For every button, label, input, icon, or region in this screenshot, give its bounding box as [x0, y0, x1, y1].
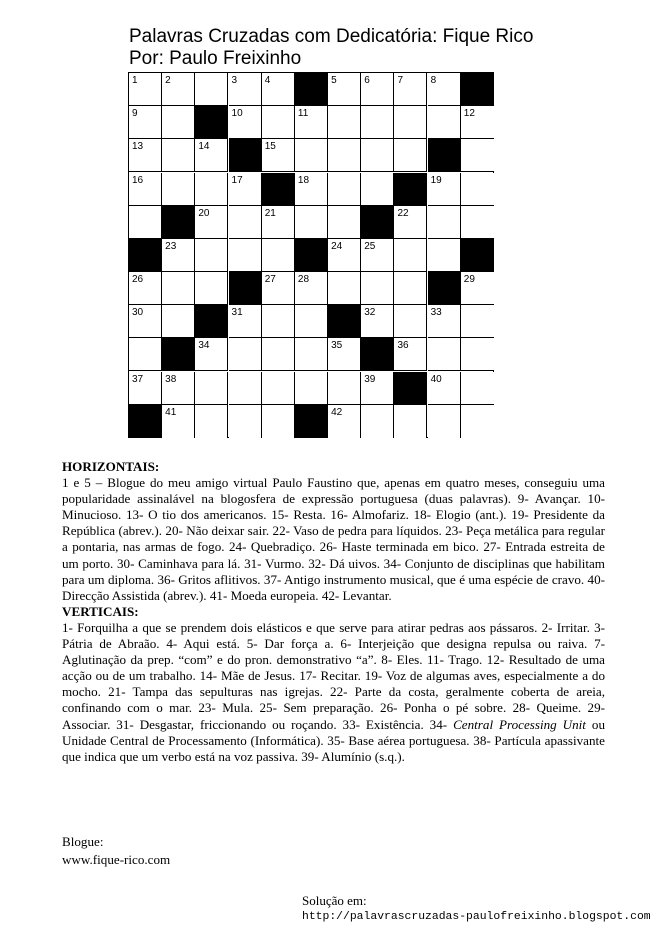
white-cell[interactable] — [428, 206, 461, 239]
solution-label: Solução em: — [302, 893, 367, 908]
clue-number: 9 — [132, 108, 138, 120]
clue-number: 38 — [165, 373, 177, 385]
white-cell[interactable] — [328, 372, 361, 405]
white-cell[interactable] — [394, 239, 427, 272]
white-cell[interactable] — [461, 106, 494, 139]
white-cell[interactable] — [229, 73, 262, 106]
black-cell — [328, 305, 361, 338]
white-cell[interactable] — [361, 139, 394, 172]
white-cell[interactable] — [428, 173, 461, 206]
white-cell[interactable] — [162, 372, 195, 405]
white-cell[interactable] — [262, 73, 295, 106]
clue-number: 42 — [331, 406, 343, 418]
white-cell[interactable] — [394, 305, 427, 338]
white-cell[interactable] — [295, 305, 328, 338]
clue-number: 41 — [165, 406, 177, 418]
clue-number: 5 — [331, 75, 337, 86]
clue-number: 25 — [364, 240, 376, 252]
white-cell[interactable] — [328, 272, 361, 305]
white-cell[interactable] — [461, 139, 494, 172]
clue-number: 28 — [297, 274, 310, 286]
white-cell[interactable] — [295, 372, 328, 405]
white-cell[interactable] — [428, 405, 461, 438]
white-cell[interactable] — [461, 173, 494, 206]
white-cell[interactable] — [394, 139, 427, 172]
white-cell[interactable] — [328, 405, 361, 438]
white-cell[interactable] — [229, 239, 262, 272]
puzzle-author: Por: Paulo Freixinho — [129, 48, 302, 69]
white-cell[interactable] — [394, 106, 427, 139]
blog-url[interactable]: www.fique-rico.com — [62, 852, 171, 867]
clue-number: 15 — [264, 141, 276, 153]
white-cell[interactable] — [328, 239, 361, 272]
white-cell[interactable] — [394, 73, 427, 106]
verticais-clues-part1: 1- Forquilha a que se prendem dois elásticos e que serve para atirar pedras aos pássaros. 2- Irritar. 3- Pátria de Abraão. 4- Aqui está. 5- Dar força a. 6- Interjeição que designa repulsa ou raiva. 7- Aglutinação da prep. “com” e do pron. demonstrativo “a”. 8- Eles. 11- Trago. 12- Resultado de uma acção ou de um trabalho. 14- Mãe de Jesus. 17- Recitar. 19- Voz de algumas aves, especialmente a do mocho. 21- Tampa das sepulturas nas igrejas. 22- Parte da costa, geralmente coberta de areia, confinando com o mar. 23- Mula. 25- Sem preparação. 26- Ponha o pé sobre. 28- Queime. 29- Associar. 31- Desgastar, friccionando ou roçando. 33- Existência. 34- — [62, 619, 605, 732]
white-cell[interactable] — [195, 206, 228, 239]
white-cell[interactable] — [428, 305, 461, 338]
clue-number: 14 — [198, 141, 210, 153]
blog-info — [62, 833, 170, 869]
white-cell[interactable] — [129, 338, 162, 371]
black-cell — [195, 106, 228, 139]
clue-number: 37 — [132, 373, 144, 385]
solution-url[interactable]: http://palavrascruzadas-paulofreixinho.blogspot.com — [302, 911, 651, 923]
clue-number: 7 — [397, 75, 403, 86]
white-cell[interactable] — [295, 173, 328, 206]
clue-number: 11 — [297, 108, 309, 120]
clue-number: 4 — [264, 75, 271, 86]
white-cell[interactable] — [162, 173, 195, 206]
white-cell[interactable] — [129, 139, 162, 172]
white-cell[interactable] — [229, 338, 262, 371]
white-cell[interactable] — [129, 272, 162, 305]
clue-number: 18 — [297, 174, 310, 186]
clue-number: 34 — [198, 340, 210, 352]
clue-number: 30 — [132, 307, 144, 319]
white-cell[interactable] — [195, 338, 228, 371]
clue-number: 12 — [463, 108, 475, 120]
clues-section — [62, 459, 605, 765]
black-cell — [361, 206, 394, 239]
clue-number: 35 — [331, 340, 343, 352]
white-cell[interactable] — [162, 272, 195, 305]
clue-number: 40 — [430, 373, 442, 385]
white-cell[interactable] — [229, 106, 262, 139]
white-cell[interactable] — [361, 106, 394, 139]
white-cell[interactable] — [195, 139, 228, 172]
black-cell — [295, 239, 328, 272]
clue-number: 21 — [264, 207, 276, 219]
horizontais-heading: HORIZONTAIS: — [62, 459, 160, 474]
puzzle-title: Palavras Cruzadas com Dedicatória: Fique Rico — [129, 26, 534, 47]
black-cell — [394, 372, 427, 405]
white-cell[interactable] — [162, 239, 195, 272]
white-cell[interactable] — [162, 139, 195, 172]
white-cell[interactable] — [328, 106, 361, 139]
white-cell[interactable] — [129, 106, 162, 139]
clue-number: 13 — [132, 141, 144, 153]
verticais-clues — [62, 620, 605, 765]
white-cell[interactable] — [461, 405, 494, 438]
white-cell[interactable] — [428, 372, 461, 405]
black-cell — [129, 405, 162, 438]
black-cell — [295, 405, 328, 438]
white-cell[interactable] — [361, 239, 394, 272]
clue-number: 10 — [231, 108, 243, 120]
black-cell — [461, 239, 494, 272]
clue-number: 32 — [364, 307, 376, 319]
clue-number: 26 — [132, 274, 144, 286]
blog-label: Blogue: — [62, 834, 104, 849]
white-cell[interactable] — [328, 338, 361, 371]
white-cell[interactable] — [295, 206, 328, 239]
white-cell[interactable] — [129, 305, 162, 338]
verticais-heading: VERTICAIS: — [62, 603, 139, 619]
black-cell — [129, 239, 162, 272]
white-cell[interactable] — [394, 405, 427, 438]
white-cell[interactable] — [229, 305, 262, 338]
white-cell[interactable] — [394, 338, 427, 371]
white-cell[interactable] — [195, 73, 228, 106]
black-cell — [262, 173, 295, 206]
white-cell[interactable] — [295, 338, 328, 371]
verticais-clues-part2: ou Unidade Central de Processamento (Informática). 35- Base aérea portuguesa. 38- Partícula apassivante que indica que um verbo está na voz passiva. 39- Alumínio (s.q.). — [62, 716, 605, 764]
white-cell[interactable] — [162, 73, 195, 106]
white-cell[interactable] — [195, 272, 228, 305]
clue-number: 23 — [165, 240, 177, 252]
white-cell[interactable] — [428, 106, 461, 139]
clue-number: 2 — [165, 75, 171, 86]
white-cell[interactable] — [461, 338, 494, 371]
white-cell[interactable] — [328, 139, 361, 172]
solution-info — [302, 893, 651, 925]
clue-number: 19 — [430, 174, 442, 186]
black-cell — [229, 272, 262, 305]
white-cell[interactable] — [262, 338, 295, 371]
white-cell[interactable] — [394, 272, 427, 305]
white-cell[interactable] — [428, 239, 461, 272]
white-cell[interactable] — [229, 405, 262, 438]
clue-number: 31 — [231, 307, 243, 319]
white-cell[interactable] — [461, 305, 494, 338]
white-cell[interactable] — [328, 206, 361, 239]
white-cell[interactable] — [361, 372, 394, 405]
white-cell[interactable] — [361, 173, 394, 206]
puzzle-title-block — [129, 26, 533, 70]
white-cell[interactable] — [295, 272, 328, 305]
white-cell[interactable] — [461, 372, 494, 405]
verticais-clues-italic: Central Processing Unit — [453, 716, 586, 732]
white-cell[interactable] — [461, 206, 494, 239]
black-cell — [162, 206, 195, 239]
white-cell[interactable] — [195, 239, 228, 272]
white-cell[interactable] — [295, 106, 328, 139]
white-cell[interactable] — [262, 305, 295, 338]
white-cell[interactable] — [361, 272, 394, 305]
white-cell[interactable] — [262, 239, 295, 272]
clue-number: 24 — [331, 240, 343, 252]
clue-number: 1 — [132, 75, 138, 86]
black-cell — [428, 139, 461, 172]
black-cell — [229, 139, 262, 172]
clue-number: 29 — [463, 274, 475, 286]
clue-number: 36 — [397, 340, 409, 352]
white-cell[interactable] — [162, 405, 195, 438]
clue-number: 39 — [364, 373, 376, 385]
black-cell — [428, 272, 461, 305]
white-cell[interactable] — [328, 73, 361, 106]
white-cell[interactable] — [195, 372, 228, 405]
white-cell[interactable] — [162, 106, 195, 139]
white-cell[interactable] — [262, 272, 295, 305]
white-cell[interactable] — [361, 405, 394, 438]
white-cell[interactable] — [129, 173, 162, 206]
black-cell — [461, 73, 494, 106]
white-cell[interactable] — [262, 139, 295, 172]
clue-number: 33 — [430, 307, 442, 319]
white-cell[interactable] — [428, 338, 461, 371]
white-cell[interactable] — [129, 206, 162, 239]
black-cell — [394, 173, 427, 206]
white-cell[interactable] — [361, 305, 394, 338]
white-cell[interactable] — [229, 372, 262, 405]
clue-number: 8 — [430, 75, 437, 86]
black-cell — [195, 305, 228, 338]
white-cell[interactable] — [262, 372, 295, 405]
white-cell[interactable] — [262, 106, 295, 139]
white-cell[interactable] — [129, 73, 162, 106]
clue-number: 20 — [198, 207, 210, 219]
white-cell[interactable] — [229, 173, 262, 206]
clue-number: 3 — [231, 75, 238, 86]
clue-number: 22 — [397, 207, 409, 219]
white-cell[interactable] — [129, 372, 162, 405]
clue-number: 6 — [364, 75, 370, 86]
clue-number: 16 — [132, 174, 144, 186]
crossword-grid — [128, 72, 494, 438]
clue-number: 27 — [264, 274, 276, 286]
white-cell[interactable] — [328, 173, 361, 206]
white-cell[interactable] — [195, 405, 228, 438]
horizontais-clues: 1 e 5 – Blogue do meu amigo virtual Paulo Faustino que, apenas em quatro meses, conseguiu uma popularidade assinalável na blogosfera de expressão portuguesa (duas palavras). 9- Avançar. 10- Minucioso. 13- O tio dos americanos. 15- Resta. 16- Almofariz. 18- Elogio (ant.). 19- Presidente da República (abrev.). 20- Não deixar sair. 22- Vaso de pedra para líquidos. 23- Peça metálica para regular a pontaria, nas armas de fogo. 24- Quebradiço. 26- Haste terminada em bico. 27- Entrada estreita de um porto. 30- Caminhava para lá. 31- Vurmo. 32- Dá uivos. 34- Conjunto de disciplinas que habilitam para um diploma. 36- Gritos aflitivos. 37- Antigo instrumento musical, que é uma espécie de cravo. 40- Direcção Assistida (abrev.). 41- Moeda europeia. 42- Levantar. — [62, 475, 605, 603]
white-cell[interactable] — [361, 73, 394, 106]
clue-number: 17 — [231, 174, 243, 186]
black-cell — [361, 338, 394, 371]
white-cell[interactable] — [394, 206, 427, 239]
white-cell[interactable] — [262, 206, 295, 239]
white-cell[interactable] — [461, 272, 494, 305]
white-cell[interactable] — [295, 139, 328, 172]
black-cell — [295, 73, 328, 106]
white-cell[interactable] — [262, 405, 295, 438]
white-cell[interactable] — [162, 305, 195, 338]
white-cell[interactable] — [195, 173, 228, 206]
white-cell[interactable] — [229, 206, 262, 239]
black-cell — [162, 338, 195, 371]
white-cell[interactable] — [428, 73, 461, 106]
